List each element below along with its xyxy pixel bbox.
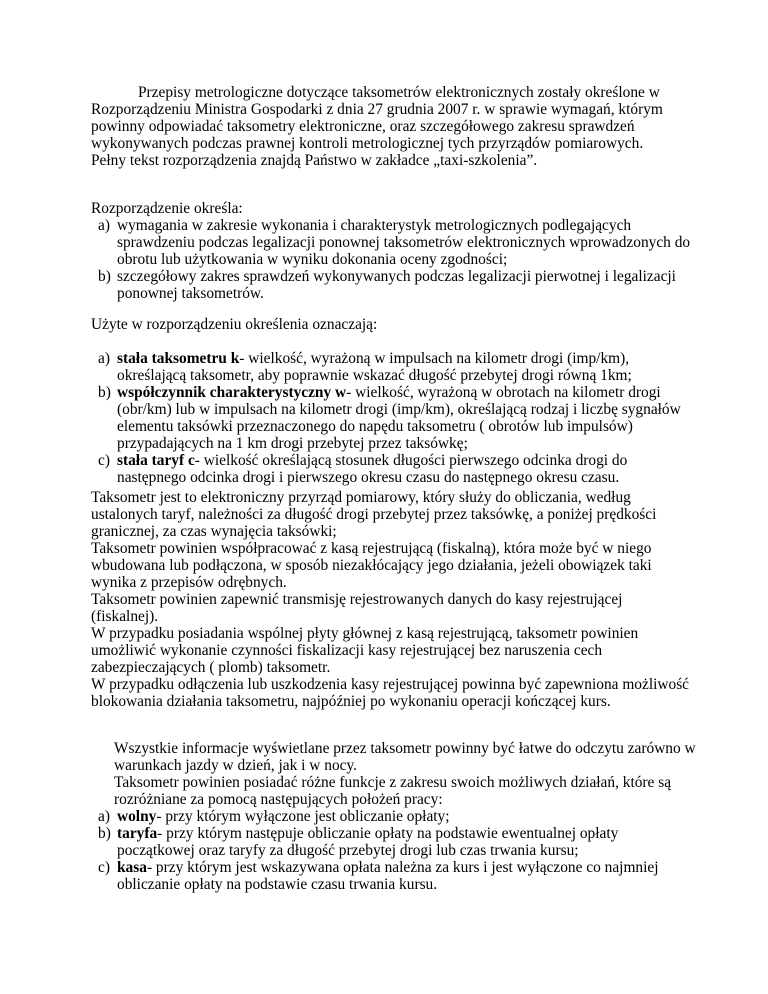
scope-list [91, 217, 691, 302]
list-item: b) taryfa- przy którym następuje obliczanie opłaty na podstawie ewentualnej opłaty początkowej oraz taryfy za długość przebytej drogi lub czas trwania kursu; [98, 825, 619, 859]
list-item: a) wolny- przy którym wyłączone jest obliczanie opłaty; [98, 808, 450, 825]
list-item: a) stała taksometru k- wielkość, wyrażoną w impulsach na kilometr drogi (imp/km), określającą taksometr, aby poprawnie wskazać długość przebytej drogi równą 1km; [98, 350, 632, 384]
definitions-heading: Użyte w rozporządzeniu określenia oznaczają: [91, 316, 378, 333]
intro-paragraph: Przepisy metrologiczne dotyczące taksometrów elektronicznych zostały określone w Rozporządzeniu Ministra Gospodarki z dnia 27 grudnia 2007 r. w sprawie wymagań, którym powinny odpowiadać taksometry elektroniczne, oraz szczegółowego zakresu sprawdzeń wykonywanych podczas prawnej kontroli metrologicznej tych przyrządów pomiarowych. [91, 84, 663, 152]
list-item: a) wymagania w zakresie wykonania i charakterystyk metrologicznych podlegających sprawdzeniu podczas legalizacji ponownej taksometrów elektronicznych wprowadzonych do obrotu lub użytkowania w wyniku dokonania oceny zgodności; [98, 217, 691, 268]
modes-list [91, 808, 691, 893]
intro-section [91, 84, 691, 169]
mode-term: kasa [117, 859, 147, 876]
definition-term: stała taryf c [117, 452, 195, 469]
scope-section [91, 200, 691, 302]
paragraph: Taksometr powinien posiadać różne funkcje z zakresu swoich możliwych działań, które są rozróżniane za pomocą następujących położeń pracy: [114, 774, 672, 808]
paragraph: W przypadku odłączenia lub uszkodzenia kasy rejestrującej powinna być zapewniona możliwość blokowania działania taksometru, najpóźniej po wykonaniu operacji kończącej kurs. [91, 676, 690, 710]
definition-term: współczynnik charakterystyczny w [117, 384, 347, 401]
full-text-note: Pełny tekst rozporządzenia znajdą Państwo w zakładce „taxi-szkolenia”. [91, 152, 538, 169]
definition-term: stała taksometru k [117, 350, 240, 367]
paragraph: Wszystkie informacje wyświetlane przez taksometr powinny być łatwe do odczytu zarówno w warunkach jazdy w dzień, jak i w nocy. [114, 740, 696, 774]
mode-term: taryfa [117, 825, 158, 842]
modes-section [91, 808, 691, 893]
list-item: b) współczynnik charakterystyczny w- wielkość, wyrażoną w obrotach na kilometr drogi (obr/km) lub w impulsach na kilometr drogi (imp/km), określającą rodzaj i liczbę sygnałów elementu taksówki przeznaczonego do napędu taksometru ( obrotów lub impulsów) przypadających na 1 km drogi przebytej przez taksówkę; [98, 384, 681, 452]
list-item: b) szczegółowy zakres sprawdzeń wykonywanych podczas legalizacji pierwotnej i legalizacji ponownej taksometrów. [98, 268, 676, 302]
taximeter-section [91, 489, 691, 710]
paragraph: Taksometr powinien zapewnić transmisję rejestrowanych danych do kasy rejestrującej (fiskalnej). [91, 591, 623, 625]
definitions-heading-block [91, 316, 691, 333]
paragraph: W przypadku posiadania wspólnej płyty głównej z kasą rejestrującą, taksometr powinien umożliwić wykonanie czynności fiskalizacji kasy rejestrującej bez naruszenia cech zabezpieczających ( plomb) taksometr. [91, 625, 639, 676]
paragraph: Taksometr jest to elektroniczny przyrząd pomiarowy, który służy do obliczania, według ustalonych taryf, należności za długość drogi przebytej przez taksówkę, a poniżej prędkości granicznej, za czas wynajęcia taksówki; [91, 489, 657, 540]
list-item: c) kasa- przy którym jest wskazywana opłata należna za kurs i jest wyłączone co najmniej obliczanie opłaty na podstawie czasu trwania kursu. [98, 859, 659, 893]
definitions-section [91, 350, 691, 486]
scope-heading: Rozporządzenie określa: [91, 200, 243, 217]
display-section [114, 740, 714, 808]
mode-term: wolny [117, 808, 157, 825]
list-item: c) stała taryf c- wielkość określającą stosunek długości pierwszego odcinka drogi do następnego odcinka drogi i pierwszego okresu czasu do następnego okresu czasu. [98, 452, 628, 486]
definitions-list [91, 350, 691, 486]
paragraph: Taksometr powinien współpracować z kasą rejestrującą (fiskalną), która może być w niego wbudowana lub podłączona, w sposób niezakłócający jego działania, jeżeli obowiązek taki wynika z przepisów odrębnych. [91, 540, 652, 591]
